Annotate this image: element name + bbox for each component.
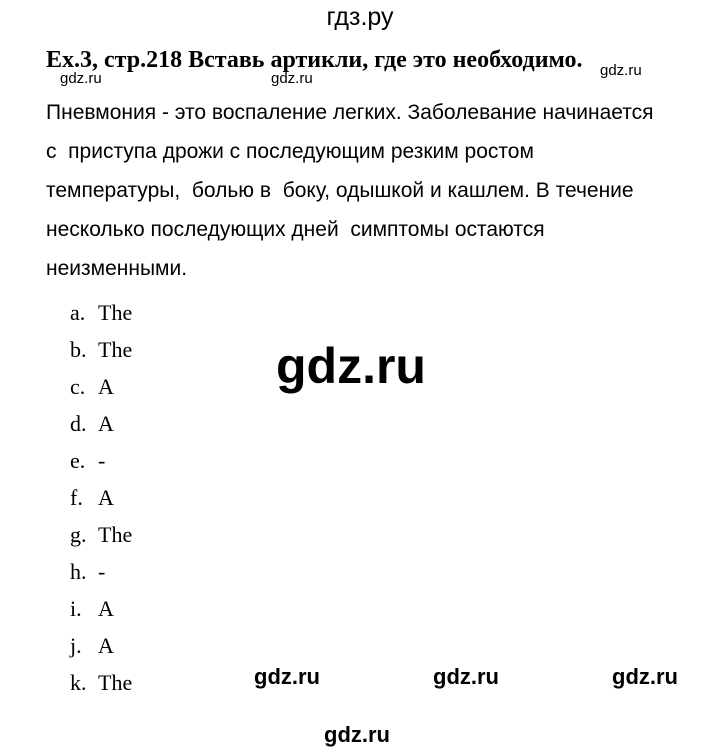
answer-item <box>70 590 132 627</box>
answer-value: The <box>98 337 133 362</box>
answer-letter: e. <box>70 448 86 473</box>
answer-item <box>70 516 132 553</box>
watermark-small-left: gdz.ru <box>60 70 102 87</box>
exercise-paragraph <box>46 93 711 288</box>
paragraph-line: неизменными. <box>46 257 188 280</box>
watermark-big-center: gdz.ru <box>276 338 426 394</box>
answer-letter: d. <box>70 411 87 436</box>
exercise-title: Ex.3, стр.218 Вставь артикли, где это необходимо. <box>46 47 583 73</box>
answer-value: The <box>98 522 133 547</box>
answer-value: A <box>98 485 114 510</box>
answer-letter: i. <box>70 596 82 621</box>
answer-item <box>70 627 132 664</box>
answers-list <box>70 294 132 701</box>
paragraph-line: Пневмония - это воспаление легких. Заболевание начинается <box>46 101 654 124</box>
answer-value: - <box>98 448 106 473</box>
watermark-small-mid: gdz.ru <box>271 70 313 87</box>
answer-value: A <box>98 596 114 621</box>
answer-value: - <box>98 559 106 584</box>
watermark-bottom-1: gdz.ru <box>254 664 320 689</box>
answer-letter: f. <box>70 485 83 510</box>
paragraph-line: температуры, болью в боку, одышкой и кашлем. В течение <box>46 179 634 202</box>
watermark-bottom-2: gdz.ru <box>433 664 499 689</box>
answer-value: The <box>98 300 133 325</box>
answer-letter: h. <box>70 559 87 584</box>
answer-item <box>70 331 132 368</box>
answer-item <box>70 405 132 442</box>
answer-letter: c. <box>70 374 86 399</box>
answer-letter: b. <box>70 337 87 362</box>
watermark-small-right: gdz.ru <box>600 62 642 79</box>
answer-value: A <box>98 633 114 658</box>
answer-value: A <box>98 411 114 436</box>
answer-letter: g. <box>70 522 87 547</box>
answer-letter: k. <box>70 670 87 695</box>
answer-item <box>70 442 132 479</box>
watermark-bottom-3: gdz.ru <box>612 664 678 689</box>
watermark-footer: gdz.ru <box>324 722 390 747</box>
answer-item <box>70 368 132 405</box>
answer-item <box>70 479 132 516</box>
answer-letter: a. <box>70 300 86 325</box>
answer-item <box>70 664 132 701</box>
answer-item <box>70 294 132 331</box>
answer-value: A <box>98 374 114 399</box>
site-header-title: гдз.ру <box>326 3 394 31</box>
paragraph-line: несколько последующих дней симптомы остаются <box>46 218 545 241</box>
paragraph-line: с приступа дрожи с последующим резким ростом <box>46 140 534 163</box>
answer-item <box>70 553 132 590</box>
answer-letter: j. <box>70 633 82 658</box>
answer-value: The <box>98 670 133 695</box>
